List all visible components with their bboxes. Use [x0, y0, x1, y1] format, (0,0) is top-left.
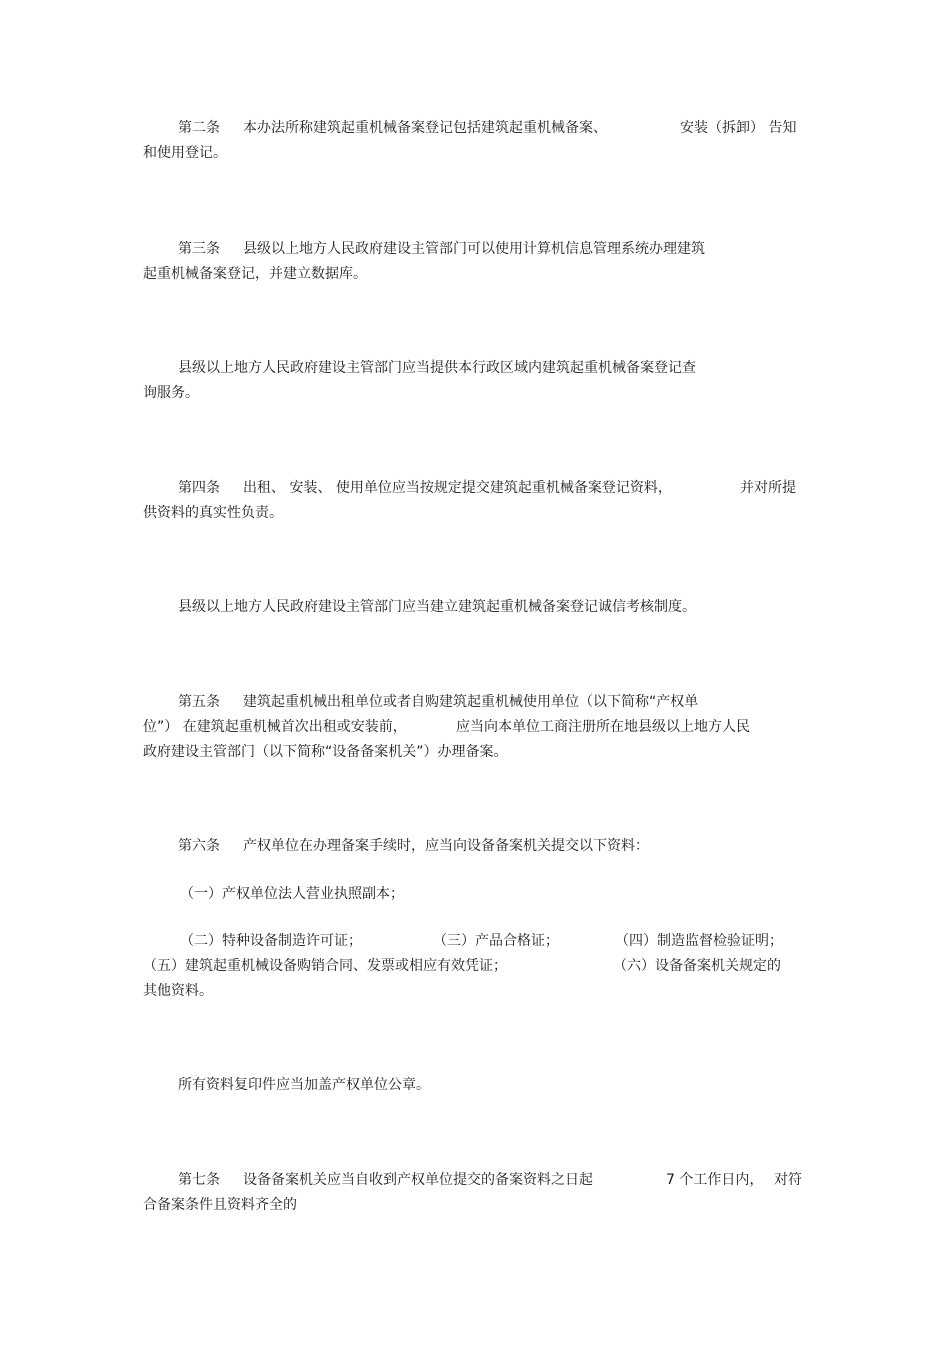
article-3-text-cont: 起重机械备案登记，并建立数据库。	[143, 266, 367, 282]
paragraph-3b-text-cont: 询服务。	[143, 385, 199, 401]
paragraph-4b-text: 县级以上地方人民政府建设主管部门应当建立建筑起重机械备案登记诚信考核制度。	[178, 599, 696, 615]
article-6-text: 产权单位在办理备案手续时，应当向设备备案机关提交以下资料：	[243, 838, 649, 854]
article-7-text-cont: 合备案条件且资料齐全的	[143, 1197, 297, 1213]
article-4-text-cont: 供资料的真实性负责。	[143, 505, 283, 521]
item-4-text: （四）制造监督检验证明；	[615, 933, 783, 949]
article-7-text-days: 7 个工作日内，	[666, 1172, 764, 1188]
article-5-label: 第五条	[178, 694, 220, 710]
article-2-label: 第二条	[178, 120, 220, 136]
article-5-text-line2-end: 应当向本单位工商注册所在地县级以上地方人民	[456, 719, 750, 735]
article-4-label: 第四条	[178, 480, 220, 496]
article-2-text: 本办法所称建筑起重机械备案登记包括建筑起重机械备案、	[243, 120, 607, 136]
article-7-text-end: 对符	[774, 1172, 802, 1188]
article-6-label: 第六条	[178, 838, 220, 854]
item-6-text-cont: 其他资料。	[143, 983, 213, 999]
item-6-text: （六）设备备案机关规定的	[613, 958, 781, 974]
article-5-text: 建筑起重机械出租单位或者自购建筑起重机械使用单位（以下简称“产权单	[243, 694, 699, 710]
item-3-text: （三）产品合格证；	[433, 933, 559, 949]
article-7-text: 设备备案机关应当自收到产权单位提交的备案资料之日起	[243, 1172, 593, 1188]
article-2-text-cont: 和使用登记。	[143, 145, 227, 161]
article-7-label: 第七条	[178, 1172, 220, 1188]
article-4-text-end: 并对所提	[740, 480, 796, 496]
item-2-text: （二）特种设备制造许可证；	[180, 933, 362, 949]
article-5-text-line3: 政府建设主管部门（以下简称“设备备案机关”）办理备案。	[143, 744, 508, 760]
article-4-text: 出租、 安装、 使用单位应当按规定提交建筑起重机械备案登记资料，	[243, 480, 672, 496]
paragraph-6c-text: 所有资料复印件应当加盖产权单位公章。	[178, 1077, 430, 1093]
article-5-text-line2: 位”） 在建筑起重机械首次出租或安装前，	[143, 719, 407, 735]
item-1-text: （一）产权单位法人营业执照副本；	[180, 886, 404, 902]
paragraph-3b-text: 县级以上地方人民政府建设主管部门应当提供本行政区域内建筑起重机械备案登记查	[178, 360, 696, 376]
article-3-text: 县级以上地方人民政府建设主管部门可以使用计算机信息管理系统办理建筑	[243, 241, 705, 257]
item-5-text: （五）建筑起重机械设备购销合同、发票或相应有效凭证；	[143, 958, 507, 974]
article-2-text-end: 安装（拆卸） 告知	[680, 120, 797, 136]
article-3-label: 第三条	[178, 241, 220, 257]
